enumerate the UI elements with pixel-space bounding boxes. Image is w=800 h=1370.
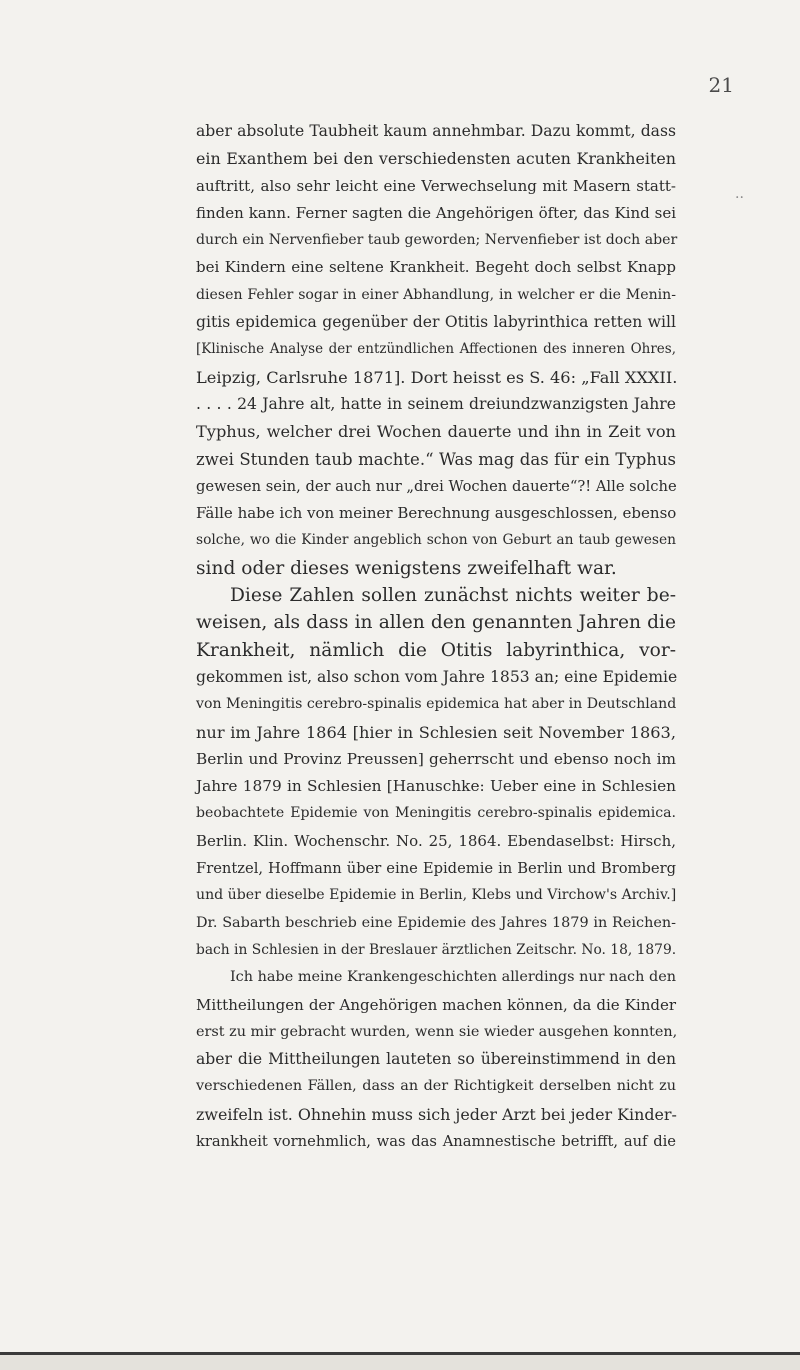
text-line: bei Kindern eine seltene Krankheit. Begeht doch selbst Knapp [196,258,676,277]
text-line: verschiedenen Fällen, dass an der Richtigkeit derselben nicht zu [196,1078,676,1095]
text-line: Fälle habe ich von meiner Berechnung ausgeschlossen, ebenso [196,504,677,523]
margin-mark: .. [735,186,744,202]
text-line: weisen, als dass in allen den genannten Jahren die [196,612,676,634]
text-line: gekommen ist, also schon vom Jahre 1853 an; eine Epidemie [196,667,678,686]
text-line: gewesen sein, der auch nur „drei Wochen dauerte“?! Alle solche [196,477,677,495]
text-line: von Meningitis cerebro-spinalis epidemica hat aber in Deutschland [196,696,677,713]
text-line: solche, wo die Kinder angeblich schon von Geburt an taub gewesen [196,532,676,549]
text-line: Krankheit, nämlich die Otitis labyrinthica, vor- [196,639,676,661]
text-line: nur im Jahre 1864 [hier in Schlesien seit November 1863, [196,722,676,742]
text-line: Berlin und Provinz Preussen] geherrscht und ebenso noch im [196,749,676,768]
text-line: aber absolute Taubheit kaum annehmbar. Dazu kommt, dass [196,122,676,140]
text-line: bach in Schlesien in der Breslauer ärztlichen Zeitschr. No. 18, 1879. [196,941,677,958]
text-line: ein Exanthem bei den verschiedensten acuten Krankheiten [196,149,676,169]
body-text [196,118,676,1155]
text-line: Leipzig, Carlsruhe 1871]. Dort heisst es S. 46: „Fall XXXII. [196,367,678,387]
text-line: Mittheilungen der Angehörigen machen können, da die Kinder [196,995,676,1014]
text-line: Typhus, welcher drei Wochen dauerte und ihn in Zeit von [196,422,676,442]
text-line: krankheit vornehmlich, was das Anamnestische betrifft, auf die [196,1132,676,1150]
text-line: diesen Fehler sogar in einer Abhandlung, in welcher er die Menin- [196,286,676,303]
text-line: beobachtete Epidemie von Meningitis cerebro-spinalis epidemica. [196,805,676,822]
page-bottom-line [0,1352,800,1355]
text-line: zwei Stunden taub machte.“ Was mag das für ein Typhus [196,449,676,469]
page-number: 21 [708,73,734,97]
text-line: zweifeln ist. Ohnehin muss sich jeder Arzt bei jeder Kinder- [196,1104,677,1124]
text-line: . . . . 24 Jahre alt, hatte in seinem dreiundzwanzigsten Jahre [196,394,676,413]
text-line: aber die Mittheilungen lauteten so übereinstimmend in den [196,1050,676,1069]
text-line: Dr. Sabarth beschrieb eine Epidemie des Jahres 1879 in Reichen- [196,914,676,931]
text-line: gitis epidemica gegenüber der Otitis labyrinthica retten will [196,313,676,332]
text-line: erst zu mir gebracht wurden, wenn sie wieder ausgehen konnten, [196,1023,678,1040]
text-line: auftritt, also sehr leicht eine Verwechselung mit Masern statt- [196,176,676,195]
text-line: durch ein Nervenfieber taub geworden; Nervenfieber ist doch aber [196,232,678,249]
text-line: Frentzel, Hoffmann über eine Epidemie in Berlin und Bromberg [196,860,676,878]
text-line: sind oder dieses wenigstens zweifelhaft war. [196,557,617,579]
text-line: Berlin. Klin. Wochenschr. No. 25, 1864. Ebendaselbst: Hirsch, [196,831,676,850]
text-line: Diese Zahlen sollen zunächst nichts weiter be- [230,585,676,607]
text-line: und über dieselbe Epidemie in Berlin, Klebs und Virchow's Archiv.] [196,887,677,904]
text-line: [Klinische Analyse der entzündlichen Affectionen des inneren Ohres, [196,341,676,358]
text-line: finden kann. Ferner sagten die Angehörigen öfter, das Kind sei [196,203,676,222]
text-line: Ich habe meine Krankengeschichten allerdings nur nach den [230,969,676,986]
text-line: Jahre 1879 in Schlesien [Hanuschke: Ueber eine in Schlesien [196,777,676,796]
